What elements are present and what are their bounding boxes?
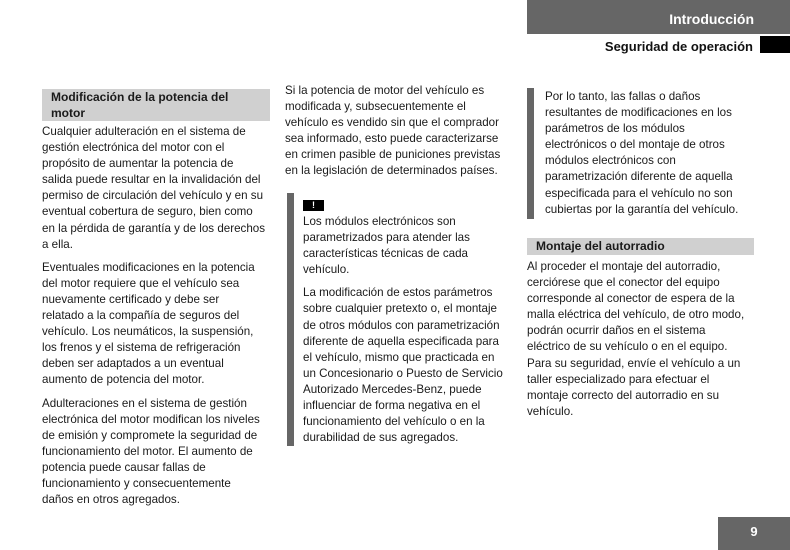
note-bar (527, 88, 534, 219)
section-title: Introducción (669, 11, 754, 27)
page-number-box (718, 517, 790, 550)
text-line: vehículo es vendido sin que el comprador (285, 116, 499, 130)
col3-body (527, 259, 744, 420)
text-line: Eventuales modificaciones en la potencia (42, 260, 255, 274)
text-line: funcionamiento del vehículo o en la (303, 415, 485, 429)
text-line: de otros módulos con parametrización (303, 318, 500, 332)
text-line: montaje correcto del autorradio en su (527, 388, 720, 402)
text-line: modificada y, subsecuentemente el (285, 100, 466, 114)
text-line: módulos electrónicos con (545, 154, 676, 168)
text-line: en la pérdida de garantía y de los derechos (42, 221, 266, 235)
heading-line: motor (51, 105, 85, 120)
subsection-title: Seguridad de operación (604, 39, 753, 54)
text-line: sea informado, esto puede caracterizarse (285, 132, 499, 146)
paragraph-gap (42, 253, 265, 260)
text-line: cubiertas por la garantía del vehículo. (545, 202, 739, 216)
heading-line: Modificación de la potencia del (51, 90, 229, 104)
paragraph-gap (42, 389, 265, 396)
text-line: corresponde al conector de espera de la (527, 292, 735, 306)
text-line: vehículo. (527, 404, 574, 418)
text-line: Al proceder el montaje del autorradio, (527, 260, 721, 273)
text-line: el vehículo, mismo que practicada en (303, 350, 495, 364)
text-line: sobre cualquier pretexto o, el montaje (303, 302, 497, 316)
text-line: parametrización diferente de aquella (545, 170, 733, 184)
text-line: aumento de potencia del motor. (42, 373, 205, 387)
text-line: gestión electrónica del motor con el (42, 141, 225, 155)
heading-radio-installation (527, 238, 754, 255)
text-line: en crimen pasible de puniciones previstas (285, 148, 501, 162)
text-line: a ella. (42, 237, 73, 251)
text-line: vehículo. Los neumáticos, la suspensión, (42, 325, 254, 339)
text-line: parámetros de los módulos (545, 122, 685, 136)
text-line: Para su seguridad, envíe el vehículo a un (527, 356, 741, 370)
text-line: resultantes de modificaciones en los (545, 106, 732, 120)
paragraph-gap (303, 278, 503, 285)
note-body (303, 214, 503, 446)
text-line: Los módulos electrónicos son (303, 215, 456, 228)
text-line: electrónicos o del montaje de otros (545, 138, 725, 152)
text-line: daños en otros agregados. (42, 493, 180, 507)
text-line: eventual cobertura de seguro, bien como (42, 205, 253, 219)
text-line: Adulteraciones en el sistema de gestión (42, 396, 247, 410)
text-line: del motor requiere que el vehículo sea (42, 276, 240, 290)
note-body-warranty (545, 89, 738, 218)
heading-power-modification (42, 89, 270, 121)
col2-body (285, 83, 500, 180)
col1-body (42, 124, 265, 508)
note-bar (287, 193, 294, 446)
warning-icon: ! (303, 200, 324, 211)
text-line: Por lo tanto, las fallas o daños (545, 90, 701, 103)
text-line: salida puede resultar en la invalidación del (42, 173, 261, 187)
section-header-bar (527, 0, 790, 34)
text-line: propósito de aumentar la potencia de (42, 157, 234, 171)
text-line: electrónica del motor modifican los niveles (42, 412, 260, 426)
text-line: parametrizados para atender las (303, 231, 470, 245)
text-line: permiso de circulación del vehículo y en su (42, 189, 264, 203)
text-line: durabilidad de sus agregados. (303, 431, 459, 445)
text-line: especificada para el vehículo no son (545, 186, 733, 200)
text-line: eléctrico de su vehículo o en el equipo. (527, 340, 728, 354)
text-line: La modificación de estos parámetros (303, 286, 493, 300)
text-line: diferente de aquella especificada para (303, 334, 499, 348)
text-line: Autorizado Mercedes-Benz, puede (303, 382, 482, 396)
text-line: cerciórese que el conector del equipo (527, 276, 720, 290)
text-line: nuevamente certificado y debe ser (42, 292, 220, 306)
text-line: en la legislación de determinados países. (285, 164, 498, 178)
subsection-marker (760, 36, 790, 53)
page-number: 9 (750, 524, 758, 539)
text-line: funcionamiento y consecuentemente (42, 476, 231, 490)
text-line: funcionamiento del motor. El aumento de (42, 444, 253, 458)
text-line: vehículo. (303, 263, 350, 277)
text-line: los frenos y el sistema de refrigeración (42, 341, 241, 355)
text-line: Cualquier adulteración en el sistema de (42, 125, 246, 138)
text-line: podrán ocurrir daños en el sistema (527, 324, 706, 338)
text-line: malla eléctrica del vehículo, de otro modo, (527, 308, 745, 322)
text-line: características técnicas de cada (303, 247, 468, 261)
text-line: potencia puede causar fallas de (42, 460, 206, 474)
text-line: relatado a la compañía de seguros del (42, 309, 240, 323)
heading-line: Montaje del autorradio (536, 239, 665, 253)
text-line: de emisión y compromete la seguridad de (42, 428, 258, 442)
text-line: Si la potencia de motor del vehículo es (285, 84, 485, 97)
text-line: influenciar de forma negativa en el (303, 399, 481, 413)
text-line: deben ser adaptados a un eventual (42, 357, 224, 371)
text-line: un Concesionario o Puesto de Servicio (303, 366, 503, 380)
text-line: taller especializado para efectuar el (527, 372, 710, 386)
